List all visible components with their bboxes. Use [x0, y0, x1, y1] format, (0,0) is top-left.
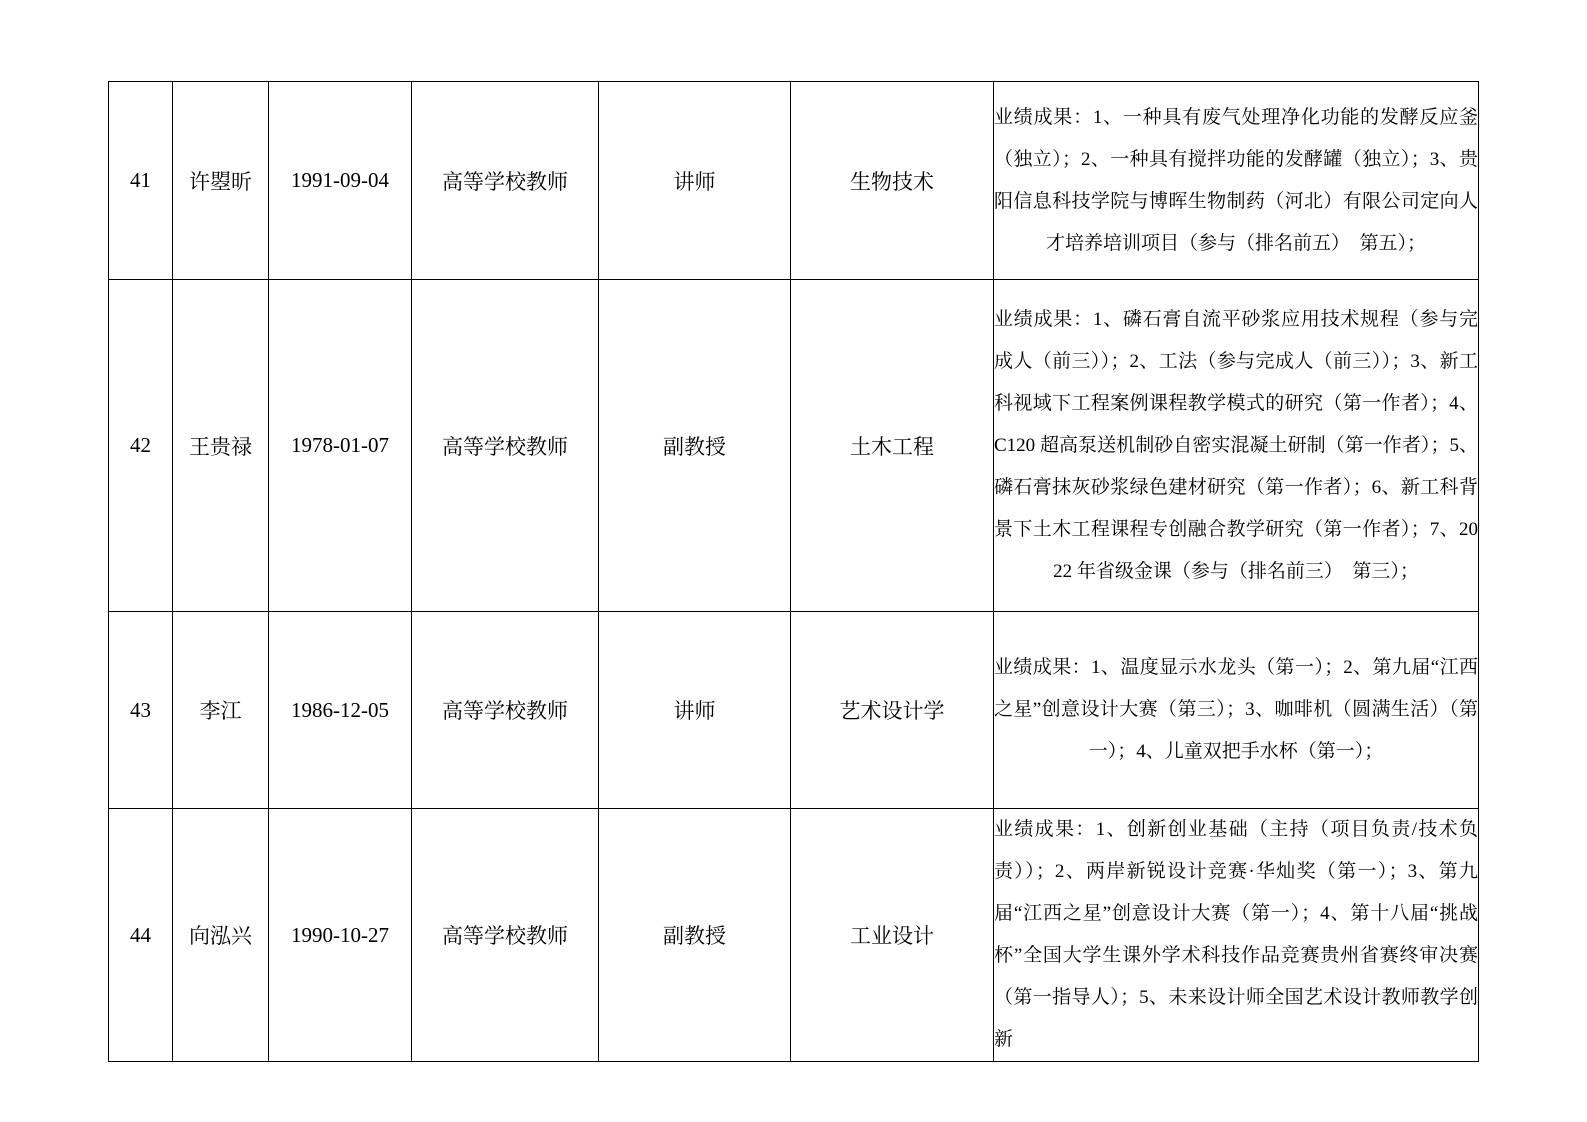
achievements-text: 业绩成果：1、一种具有废气处理净化功能的发酵反应釜（独立）；2、一种具有搅拌功能的发酵罐（独立）；3、贵阳信息科技学院与博晖生物制药（河北）有限公司定向人才培养培训项目（参与（排名前五） 第五）； [994, 106, 1478, 254]
achievements-text: 业绩成果：1、磷石膏自流平砂浆应用技术规程（参与完成人（前三））；2、工法（参与完成人（前三））；3、新工科视域下工程案例课程教学模式的研究（第一作者）；4、C120 超高泵送机制砂自密实混凝土研制（第一作者）；5、磷石膏抹灰砂浆绿色建材研究（第一作者）；6、新工科背景下土木工程课程专创融合教学研究（第一作者）；7、2022 年省级金课（参与（排名前三） 第三）； [994, 308, 1478, 582]
achievements-text: 业绩成果：1、温度显示水龙头（第一）；2、第九届“江西之星”创意设计大赛（第三）；3、咖啡机（圆满生活）（第一）；4、儿童双把手水杯（第一）； [994, 657, 1478, 762]
cell-field: 艺术设计学 [791, 612, 994, 809]
cell-achievements [994, 280, 1479, 612]
cell-number: 44 [109, 809, 173, 1062]
table-row [109, 612, 1479, 809]
cell-title: 讲师 [599, 612, 791, 809]
cell-number: 43 [109, 612, 173, 809]
faculty-roster-table [108, 81, 1479, 1062]
cell-number: 42 [109, 280, 173, 612]
table-row [109, 809, 1479, 1062]
cell-birth-date: 1978-01-07 [269, 280, 412, 612]
cell-field: 土木工程 [791, 280, 994, 612]
table-row [109, 82, 1479, 280]
cell-achievements [994, 82, 1479, 280]
cell-birth-date: 1991-09-04 [269, 82, 412, 280]
cell-number: 41 [109, 82, 173, 280]
cell-name: 王贵禄 [173, 280, 269, 612]
cell-birth-date: 1990-10-27 [269, 809, 412, 1062]
cell-achievements [994, 612, 1479, 809]
cell-occupation: 高等学校教师 [412, 612, 599, 809]
achievements-text: 业绩成果：1、创新创业基础（主持（项目负责/技术负责））；2、两岸新锐设计竞赛·华灿奖（第一）；3、第九届“江西之星”创意设计大赛（第一）；4、第十八届“挑战杯”全国大学生课外学术科技作品竞赛贵州省赛终审决赛（第一指导人）；5、未来设计师全国艺术设计教师教学创新 [994, 819, 1478, 1050]
cell-birth-date: 1986-12-05 [269, 612, 412, 809]
table-row [109, 280, 1479, 612]
cell-occupation: 高等学校教师 [412, 280, 599, 612]
cell-name: 许曌昕 [173, 82, 269, 280]
cell-title: 副教授 [599, 809, 791, 1062]
cell-name: 向泓兴 [173, 809, 269, 1062]
table-body [109, 82, 1479, 1062]
cell-name: 李江 [173, 612, 269, 809]
cell-achievements [994, 809, 1479, 1062]
cell-title: 讲师 [599, 82, 791, 280]
cell-occupation: 高等学校教师 [412, 82, 599, 280]
cell-field: 工业设计 [791, 809, 994, 1062]
cell-occupation: 高等学校教师 [412, 809, 599, 1062]
cell-field: 生物技术 [791, 82, 994, 280]
cell-title: 副教授 [599, 280, 791, 612]
